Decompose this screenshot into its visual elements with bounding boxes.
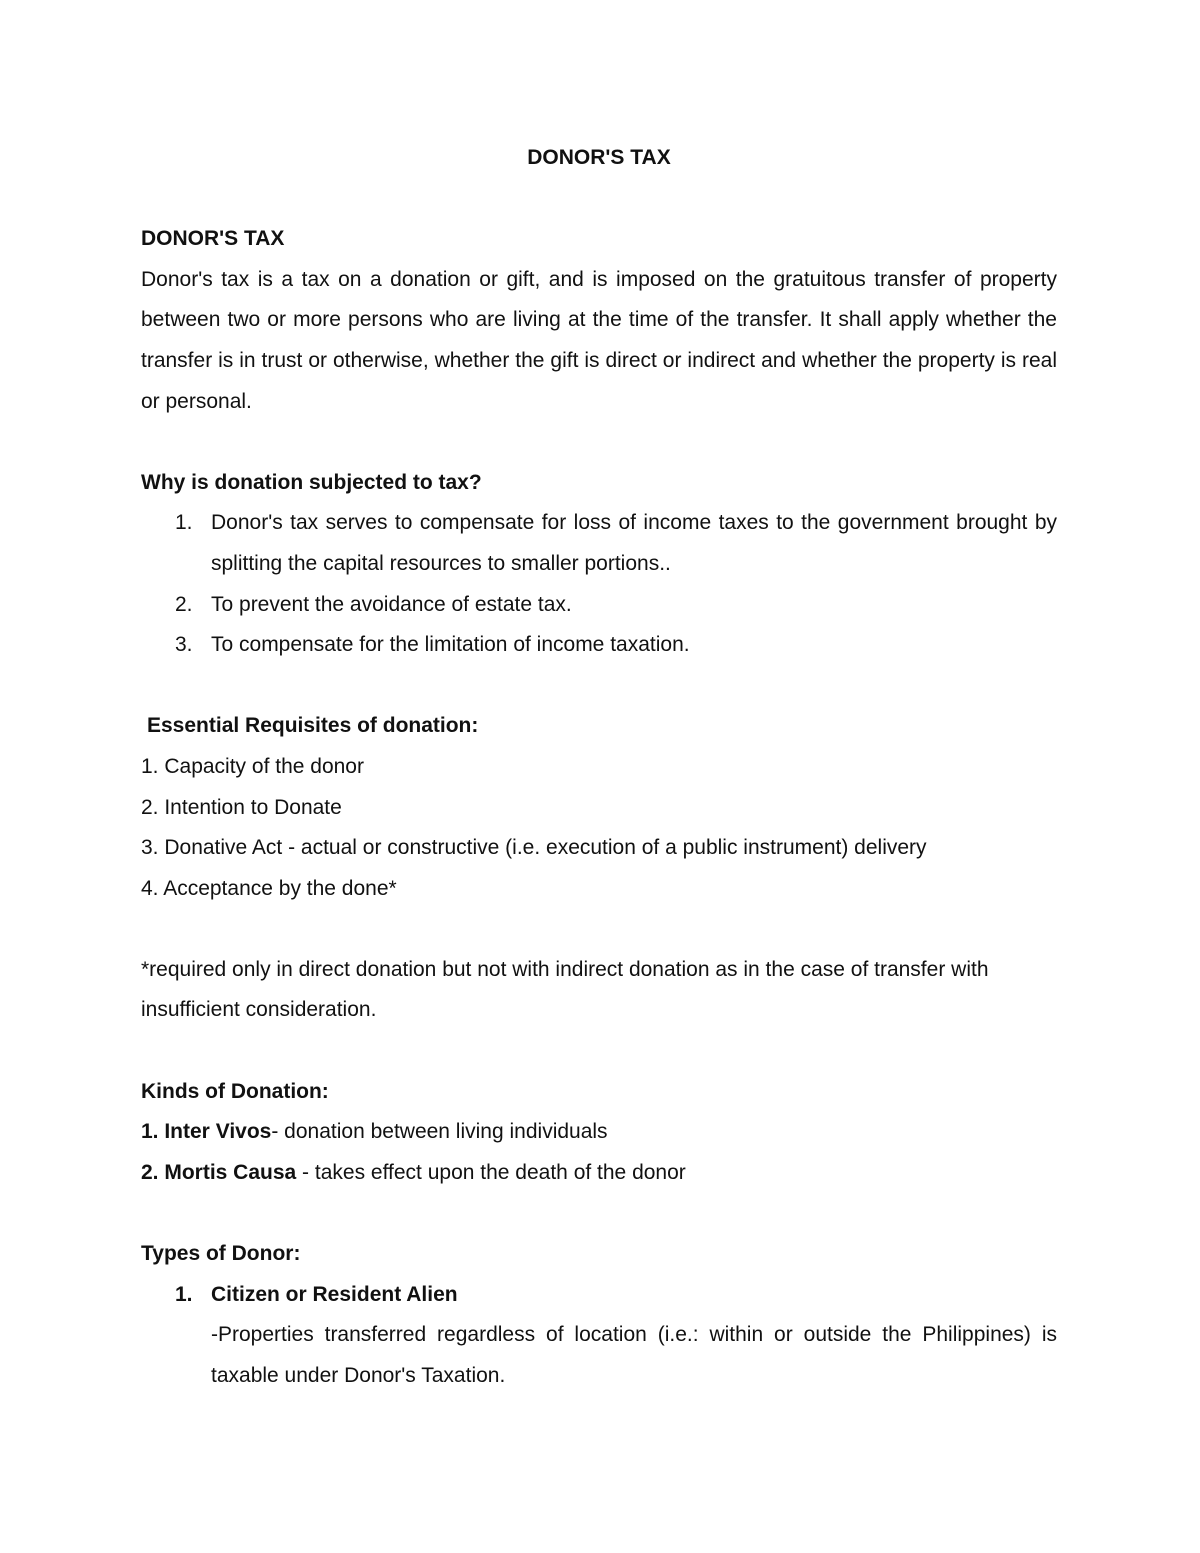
list-item: 1. Inter Vivos- donation between living individuals xyxy=(141,1120,608,1144)
list-item: 1. Capacity of the donor xyxy=(141,754,364,778)
section-heading-types: Types of Donor: xyxy=(141,1242,301,1266)
spacer xyxy=(141,1193,1057,1234)
spacer xyxy=(141,1031,1057,1072)
list-item: 3. To compensate for the limitation of income taxation. xyxy=(175,633,690,657)
donor-types-list xyxy=(141,1275,1057,1397)
spacer xyxy=(141,422,1057,463)
section-heading-why-taxed: Why is donation subjected to tax? xyxy=(141,470,482,494)
section-heading-requisites: Essential Requisites of donation: xyxy=(147,714,479,738)
donor-type-title: Citizen or Resident Alien xyxy=(211,1282,458,1306)
list-item: 4. Acceptance by the done* xyxy=(141,876,397,900)
donor-type-text: -Properties transferred regardless of location (i.e.: within or outside the Philippines) is taxable under Donor's Taxation. xyxy=(211,1323,1057,1387)
list-item: 1. Donor's tax serves to compensate for loss of income taxes to the government brought by splitting the capital resources to smaller portions.. xyxy=(175,511,1057,575)
section-heading-kinds: Kinds of Donation: xyxy=(141,1079,329,1103)
document-page xyxy=(141,138,1057,1396)
footnote: *required only in direct donation but not with indirect donation as in the case of transfer with insufficient consideration. xyxy=(141,957,989,1022)
spacer xyxy=(141,666,1057,707)
spacer xyxy=(141,179,1057,220)
document-title: DONOR'S TAX xyxy=(527,146,671,169)
section-heading-donors-tax: DONOR'S TAX xyxy=(141,227,285,251)
list-item: 3. Donative Act - actual or constructive (i.e. execution of a public instrument) delivery xyxy=(141,836,927,860)
donors-tax-definition: Donor's tax is a tax on a donation or gift, and is imposed on the gratuitous transfer of property between two or more persons who are living at the time of the transfer. It shall apply whether the transfer is in trust or otherwise, whether the gift is direct or indirect and whether the property is real or personal. xyxy=(141,267,1057,413)
list-item: 2. Mortis Causa - takes effect upon the death of the donor xyxy=(141,1160,686,1184)
why-taxed-list xyxy=(141,503,1057,665)
list-item: 2. To prevent the avoidance of estate tax. xyxy=(175,592,572,616)
list-item: 2. Intention to Donate xyxy=(141,795,342,819)
spacer xyxy=(141,909,1057,950)
list-item: 1. Citizen or Resident Alien -Properties transferred regardless of location (i.e.: within or outside the Philippines) is taxable under Donor's Taxation. xyxy=(175,1282,1057,1387)
